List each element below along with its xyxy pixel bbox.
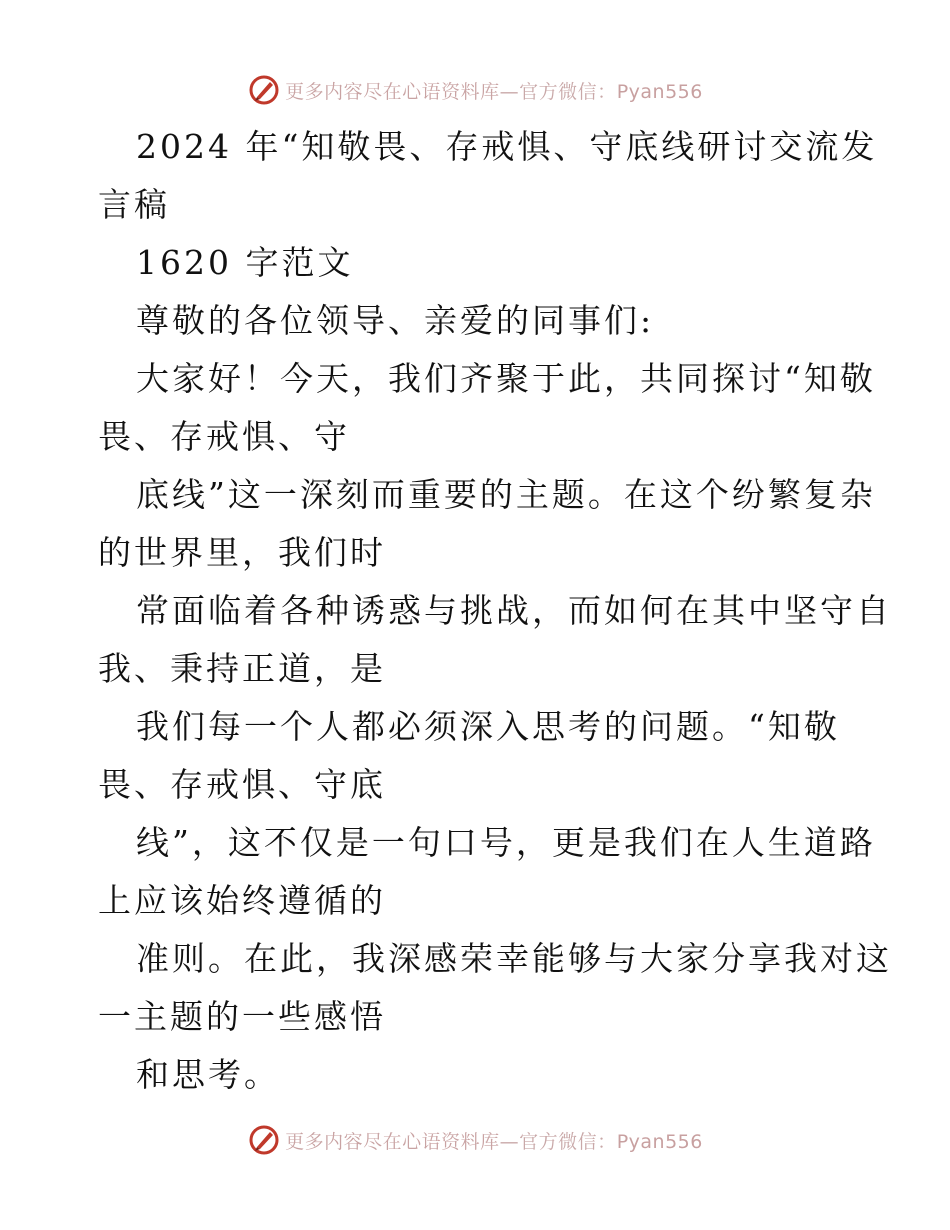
banner-dash: — bbox=[499, 1130, 520, 1153]
text-line: 我、秉持正道，是 bbox=[98, 649, 386, 688]
text-line: 言稿 bbox=[98, 185, 170, 224]
text-line: 一主题的一些感悟 bbox=[98, 997, 386, 1036]
text-line: 底线”这一深刻而重要的主题。在这个纷繁复杂 bbox=[136, 475, 876, 514]
text-line: 大家好！今天，我们齐聚于此，共同探讨“知敬 bbox=[136, 359, 876, 398]
banner-brand: 更多内容尽在心语资料库 bbox=[285, 1130, 500, 1153]
text-line: 畏、存戒惧、守 bbox=[98, 417, 350, 456]
text-line: 和思考。 bbox=[136, 1055, 280, 1094]
text-line: 尊敬的各位领导、亲爱的同事们: bbox=[136, 301, 655, 340]
text-line: 1620 字范文 bbox=[136, 243, 354, 282]
text-line: 我们每一个人都必须深入思考的问题。“知敬 bbox=[136, 707, 840, 746]
banner-brand: 更多内容尽在心语资料库 bbox=[285, 80, 500, 103]
text-line: 畏、存戒惧、守底 bbox=[98, 765, 386, 804]
quill-logo-icon bbox=[247, 1123, 281, 1157]
text-line: 的世界里，我们时 bbox=[98, 533, 386, 572]
banner-handle: Pyan556 bbox=[616, 1130, 703, 1153]
quill-logo-icon bbox=[247, 73, 281, 107]
banner-text bbox=[285, 77, 703, 104]
document-body bbox=[98, 118, 892, 1104]
banner-text bbox=[285, 1127, 703, 1154]
text-line: 线”，这不仅是一句口号，更是我们在人生道路 bbox=[136, 823, 876, 862]
banner-dash: — bbox=[499, 80, 520, 103]
text-line: 准则。在此，我深感荣幸能够与大家分享我对这 bbox=[136, 939, 892, 978]
footer-banner bbox=[0, 1120, 950, 1160]
banner-label: 官方微信： bbox=[519, 80, 617, 103]
text-line: 常面临着各种诱惑与挑战，而如何在其中坚守自 bbox=[136, 591, 892, 630]
header-banner bbox=[0, 70, 950, 110]
banner-handle: Pyan556 bbox=[616, 80, 703, 103]
banner-label: 官方微信： bbox=[519, 1130, 617, 1153]
text-line: 2024 年“知敬畏、存戒惧、守底线研讨交流发 bbox=[136, 127, 878, 166]
text-line: 上应该始终遵循的 bbox=[98, 881, 386, 920]
